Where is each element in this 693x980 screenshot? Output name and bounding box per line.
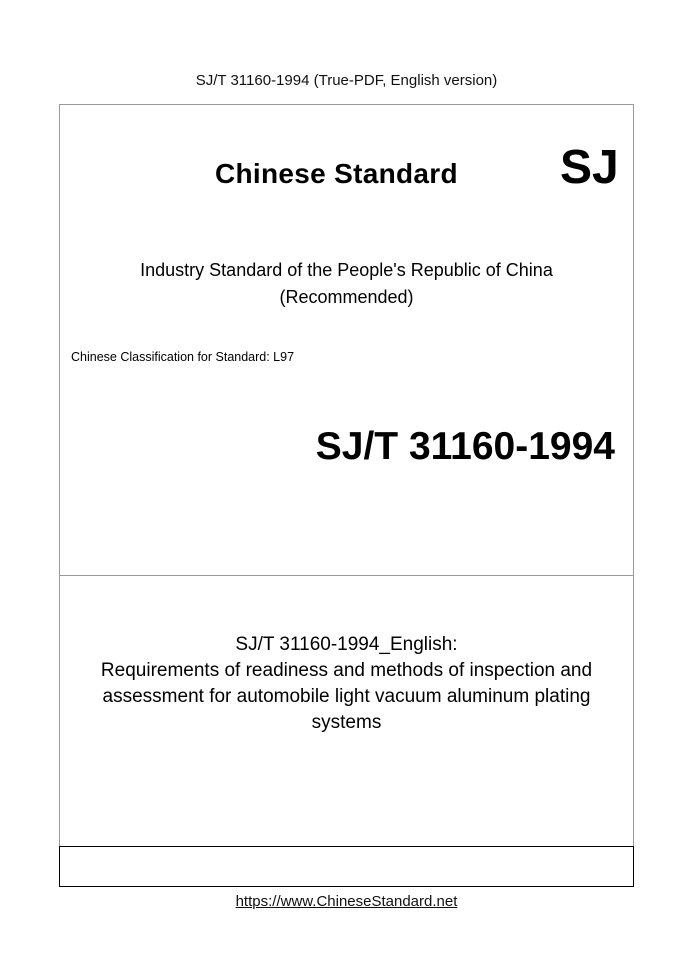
document-title-line: SJ/T 31160-1994_English:	[235, 634, 458, 655]
section-divider	[59, 575, 634, 576]
document-title-line: assessment for automobile light vacuum aluminum plating	[102, 686, 591, 707]
document-title	[59, 632, 634, 736]
document-title-line: Requirements of readiness and methods of inspection and	[100, 660, 593, 681]
recommended-label: (Recommended)	[279, 287, 414, 307]
document-title-line: systems	[311, 712, 382, 733]
industry-standard-line: Industry Standard of the People's Republic of China	[140, 260, 553, 280]
sj-mark: SJ	[560, 141, 619, 194]
bottom-empty-box	[59, 846, 634, 887]
page-header: SJ/T 31160-1994 (True-PDF, English version)	[195, 72, 498, 89]
standard-type-title: Chinese Standard	[215, 158, 458, 189]
cover-frame	[59, 104, 634, 886]
classification-text: Chinese Classification for Standard: L97	[71, 350, 295, 364]
standard-number: SJ/T 31160-1994	[315, 425, 615, 468]
website-link[interactable]: https://www.ChineseStandard.net	[235, 893, 458, 910]
